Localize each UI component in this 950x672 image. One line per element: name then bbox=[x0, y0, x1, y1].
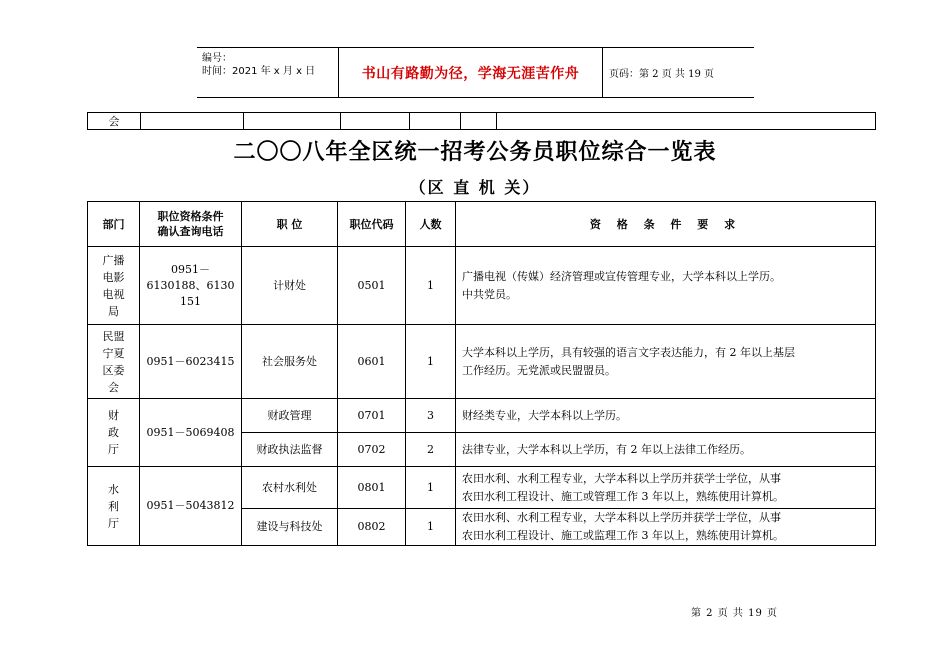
requirements-cell: 法律专业，大学本科以上学历，有 2 年以上法律工作经历。 bbox=[456, 433, 876, 467]
table-row bbox=[88, 399, 876, 433]
code-cell: 0501 bbox=[338, 247, 406, 325]
table-row bbox=[88, 247, 876, 325]
dept-cell: 广播 电影 电视 局 bbox=[88, 247, 140, 325]
code-cell: 0601 bbox=[338, 325, 406, 399]
position-cell: 社会服务处 bbox=[242, 325, 338, 399]
code-cell: 0701 bbox=[338, 399, 406, 433]
count-cell: 1 bbox=[406, 325, 456, 399]
requirements-cell: 农田水利、水利工程专业，大学本科以上学历并获学士学位，从事 农田水利工程设计、施工或管理工作 3 年以上，熟练使用计算机。 bbox=[456, 467, 876, 509]
page-footer: 第 2 页 共 19 页 bbox=[691, 608, 778, 619]
code-cell: 0801 bbox=[338, 467, 406, 509]
page-header bbox=[197, 47, 754, 98]
position-cell: 财政执法监督 bbox=[242, 433, 338, 467]
page-title: 二〇〇八年全区统一招考公务员职位综合一览表 bbox=[233, 140, 717, 165]
header-code: 职位代码 bbox=[338, 202, 406, 247]
requirements-cell: 广播电视（传媒）经济管理或宣传管理专业，大学本科以上学历。 中共党员。 bbox=[456, 247, 876, 325]
remnant-dept-cell: 会 bbox=[88, 113, 141, 130]
header-meta bbox=[197, 48, 339, 97]
position-cell: 建设与科技处 bbox=[242, 509, 338, 546]
dept-cell: 财 政 厅 bbox=[88, 399, 140, 467]
time-label: 时间：2021 年 x 月 x 日 bbox=[202, 66, 316, 77]
phone-cell: 0951－5069408 bbox=[140, 399, 242, 467]
phone-cell: 0951－ 6130188、6130 151 bbox=[140, 247, 242, 325]
phone-cell: 0951－5043812 bbox=[140, 467, 242, 546]
position-cell: 财政管理 bbox=[242, 399, 338, 433]
positions-table bbox=[87, 201, 876, 546]
header-motto: 书山有路勤为径，学海无涯苦作舟 bbox=[339, 48, 603, 97]
dept-cell: 水 利 厅 bbox=[88, 467, 140, 546]
header-requirements: 资 格 条 件 要 求 bbox=[456, 202, 876, 247]
page-subtitle: （区 直 机 关） bbox=[409, 178, 541, 197]
dept-cell: 民盟 宁夏 区委 会 bbox=[88, 325, 140, 399]
count-cell: 1 bbox=[406, 467, 456, 509]
requirements-cell: 大学本科以上学历，具有较强的语言文字表达能力，有 2 年以上基层 工作经历。无党派或民盟盟员。 bbox=[456, 325, 876, 399]
table-row bbox=[88, 467, 876, 509]
header-phone: 职位资格条件 确认查询电话 bbox=[140, 202, 242, 247]
table-row bbox=[88, 325, 876, 399]
table-header-row bbox=[88, 202, 876, 247]
code-cell: 0702 bbox=[338, 433, 406, 467]
header-count: 人数 bbox=[406, 202, 456, 247]
code-cell: 0802 bbox=[338, 509, 406, 546]
requirements-cell: 财经类专业，大学本科以上学历。 bbox=[456, 399, 876, 433]
number-label: 编号： bbox=[202, 53, 232, 64]
previous-table-remnant bbox=[87, 112, 876, 130]
count-cell: 1 bbox=[406, 247, 456, 325]
header-page-label: 页码：第 2 页 共 19 页 bbox=[609, 69, 714, 80]
position-cell: 农村水利处 bbox=[242, 467, 338, 509]
header-dept: 部门 bbox=[88, 202, 140, 247]
position-cell: 计财处 bbox=[242, 247, 338, 325]
requirements-cell: 农田水利、水利工程专业，大学本科以上学历并获学士学位，从事 农田水利工程设计、施工或监理工作 3 年以上，熟练使用计算机。 bbox=[456, 509, 876, 546]
count-cell: 3 bbox=[406, 399, 456, 433]
count-cell: 2 bbox=[406, 433, 456, 467]
header-position: 职 位 bbox=[242, 202, 338, 247]
phone-cell: 0951－6023415 bbox=[140, 325, 242, 399]
count-cell: 1 bbox=[406, 509, 456, 546]
